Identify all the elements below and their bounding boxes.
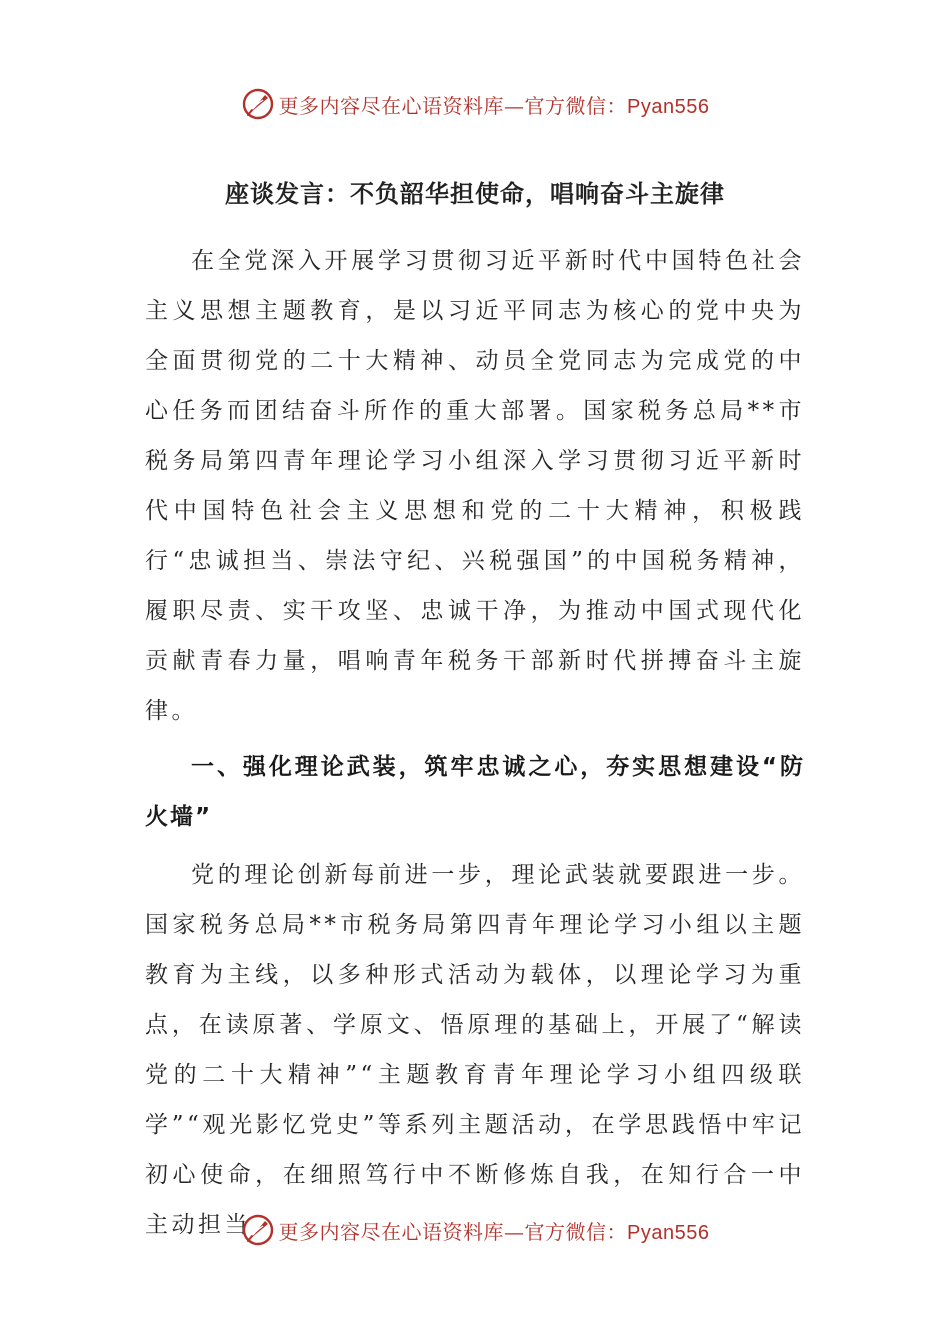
footer-watermark xyxy=(0,1210,950,1250)
intro-paragraph: 在全党深入开展学习贯彻习近平新时代中国特色社会主义思想主题教育，是以习近平同志为核心的党中央为全面贯彻党的二十大精神、动员全党同志为完成党的中心任务而团结奋斗所作的重大部署。国家税务总局**市税务局第四青年理论学习小组深入学习贯彻习近平新时代中国特色社会主义思想和党的二十大精神，积极践行“忠诚担当、崇法守纪、兴税强国”的中国税务精神，履职尽责、实干攻坚、忠诚干净，为推动中国式现代化贡献青春力量，唱响青年税务干部新时代拼搏奋斗主旋律。 xyxy=(145,248,805,724)
watermark-text: 更多内容尽在心语资料库—官方微信：Pyan556 xyxy=(278,1219,710,1244)
section-paragraph-1: 党的理论创新每前进一步，理论武装就要跟进一步。国家税务总局**市税务局第四青年理论学习小组以主题教育为主线，以多种形式活动为载体，以理论学习为重点，在读原著、学原文、悟原理的基础上，开展了“解读党的二十大精神”“主题教育青年理论学习小组四级联学”“观光影忆党史”等系列主题活动，在学思践悟中牢记初心使命，在细照笃行中不断修炼自我，在知行合一中主动担当 xyxy=(145,862,805,1238)
section-heading-1: 一、强化理论武装，筑牢忠诚之心，夯实思想建设“防火墙” xyxy=(145,754,805,830)
quill-pen-logo-icon xyxy=(241,1213,275,1247)
watermark-text: 更多内容尽在心语资料库—官方微信：Pyan556 xyxy=(278,93,710,118)
watermark-handle: Pyan556 xyxy=(627,1221,710,1244)
watermark-handle: Pyan556 xyxy=(627,95,710,118)
document-title: 座谈发言：不负韶华担使命，唱响奋斗主旋律 xyxy=(225,180,725,208)
quill-pen-logo-icon xyxy=(241,87,275,121)
header-watermark xyxy=(0,84,950,124)
document-body xyxy=(145,236,805,1250)
